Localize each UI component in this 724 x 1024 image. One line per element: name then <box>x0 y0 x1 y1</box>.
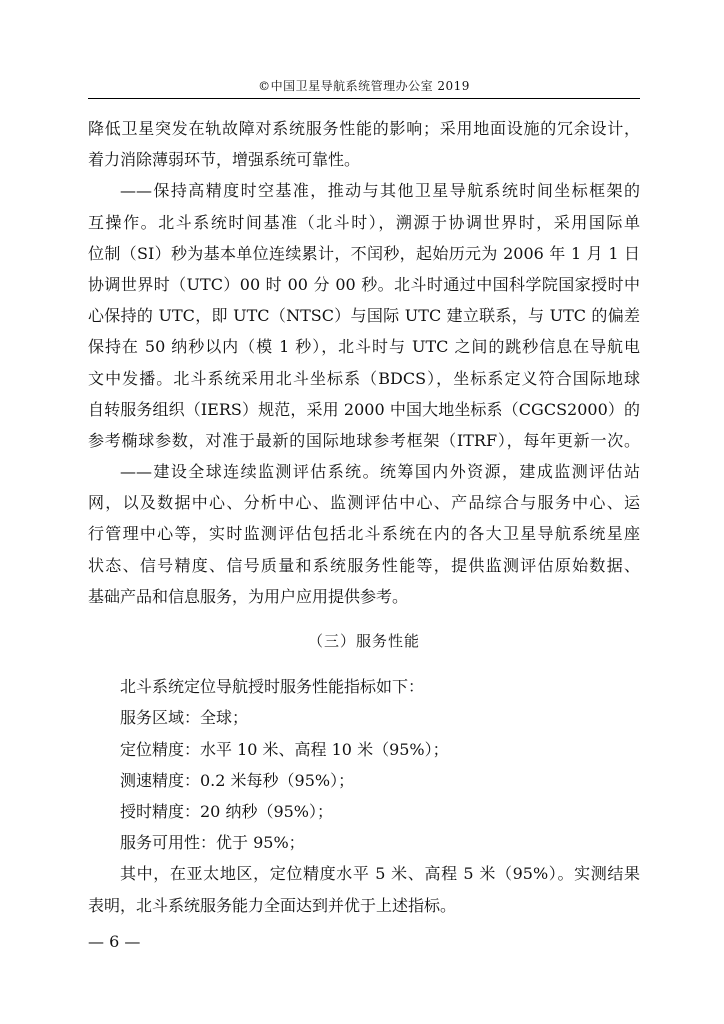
paragraph-line: 自转服务组织（IERS）规范，采用 2000 中国大地坐标系（CGCS2000）的 <box>88 399 640 419</box>
paragraph-line: 其中，在亚太地区，定位精度水平 5 米、高程 5 米（95%）。实测结果 <box>120 864 640 884</box>
header-rule <box>88 98 640 99</box>
paragraph-line: 基础产品和信息服务，为用户应用提供参考。 <box>88 586 409 606</box>
service-area: 服务区域：全球； <box>120 708 249 728</box>
timing-accuracy: 授时精度：20 纳秒（95%）； <box>120 801 334 821</box>
velocity-accuracy: 测速精度：0.2 米每秒（95%）； <box>120 770 355 790</box>
running-header: ©中国卫星导航系统管理办公室 2019 <box>258 79 470 93</box>
service-availability: 服务可用性：优于 95%； <box>120 833 305 853</box>
paragraph-line: 保持在 50 纳秒以内（模 1 秒），北斗时与 UTC 之间的跳秒信息在导航电 <box>88 337 640 357</box>
paragraph-line: 行管理中心等，实时监测评估包括北斗系统在内的各大卫星导航系统星座 <box>88 524 640 544</box>
paragraph-line: ——保持高精度时空基准，推动与其他卫星导航系统时间坐标框架的 <box>120 181 640 201</box>
paragraph-line: 文中发播。北斗系统采用北斗坐标系（BDCS），坐标系定义符合国际地球 <box>88 368 640 388</box>
body-text <box>88 113 640 921</box>
paragraph-line: 表明，北斗系统服务能力全面达到并优于上述指标。 <box>88 895 457 915</box>
paragraph-line: 降低卫星突发在轨故障对系统服务性能的影响；采用地面设施的冗余设计， <box>88 119 640 138</box>
section-heading: （三）服务性能 <box>307 632 420 650</box>
paragraph-line: 心保持的 UTC，即 UTC（NTSC）与国际 UTC 建立联系，与 UTC 的偏差 <box>88 306 640 326</box>
paragraph-line: 网，以及数据中心、分析中心、监测评估中心、产品综合与服务中心、运 <box>88 493 640 513</box>
performance-intro: 北斗系统定位导航授时服务性能指标如下： <box>120 677 425 697</box>
page-number: — 6 — <box>88 932 141 951</box>
paragraph-line: ——建设全球连续监测评估系统。统筹国内外资源，建成监测评估站 <box>120 462 640 482</box>
paragraph-line: 位制（SI）秒为基本单位连续累计，不闰秒，起始历元为 2006 年 1 月 1 日 <box>88 243 640 263</box>
paragraph-line: 着力消除薄弱环节，增强系统可靠性。 <box>88 150 361 170</box>
paragraph-line: 互操作。北斗系统时间基准（北斗时），溯源于协调世界时，采用国际单 <box>88 212 640 232</box>
paragraph-line: 协调世界时（UTC）00 时 00 分 00 秒。北斗时通过中国科学院国家授时中 <box>88 274 640 294</box>
paragraph-line: 参考椭球参数，对准于最新的国际地球参考框架（ITRF），每年更新一次。 <box>88 430 640 450</box>
positioning-accuracy: 定位精度：水平 10 米、高程 10 米（95%）； <box>120 739 449 759</box>
paragraph-line: 状态、信号精度、信号质量和系统服务性能等，提供监测评估原始数据、 <box>88 555 640 575</box>
